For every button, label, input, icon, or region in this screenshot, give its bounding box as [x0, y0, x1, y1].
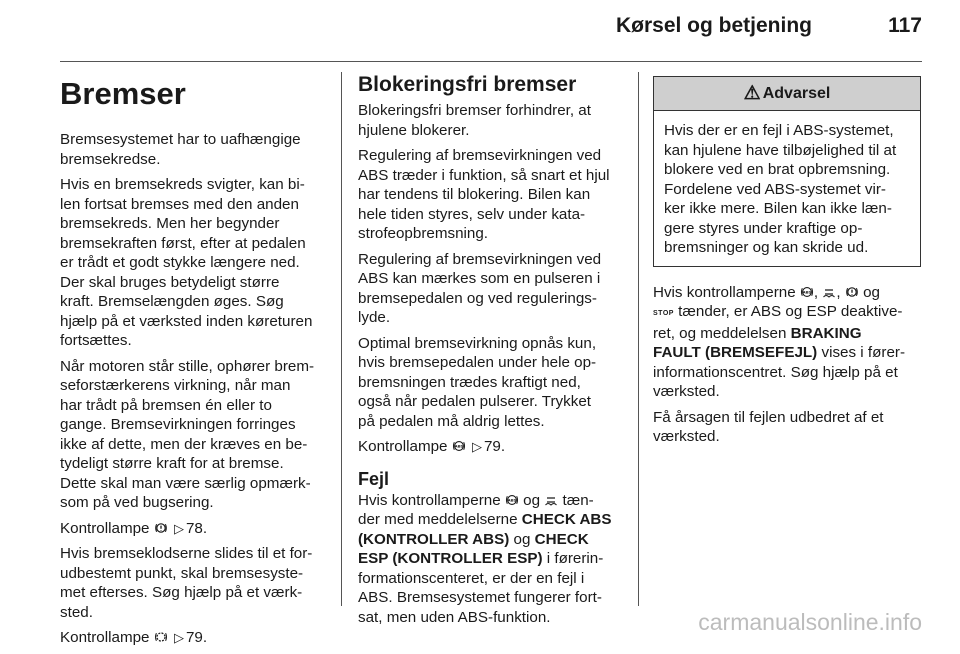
text-line: Hvis kontrollamperne ABS , , og [653, 283, 880, 301]
page-reference[interactable]: 78. [185, 519, 208, 537]
paragraph [60, 130, 326, 169]
page-ref-arrow-icon: ▷ [173, 520, 184, 536]
paragraph [653, 283, 921, 402]
svg-text:ABS: ABS [802, 289, 812, 295]
text-line: kan hjulene have tilbøjelighed til at [664, 141, 897, 159]
text-line: formationscenteret, er der en fejl i [358, 569, 585, 587]
text-line: også når pedalen pulserer. Trykket [358, 393, 592, 410]
paragraph [60, 175, 326, 351]
stop-icon: STOP [653, 310, 674, 317]
text-line: Når motoren står stille, ophører brem- [60, 357, 315, 375]
paragraph [60, 544, 326, 622]
text-line: strofeopbremsning. [358, 225, 489, 242]
text-line: sted. [60, 603, 93, 621]
text-line: blokere ved en brat opbremsning. [664, 161, 891, 178]
header-divider [60, 61, 922, 62]
text-line: bremsekreds. Men her begynder [60, 215, 280, 232]
text-line: hjulene blokerer. [358, 121, 470, 139]
text-line: sat, men uden ABS-funktion. [358, 608, 551, 626]
column-abs [358, 68, 626, 633]
paragraph [653, 408, 921, 447]
column-warning [653, 68, 921, 453]
page-header-title: Kørsel og betjening [615, 14, 812, 37]
text-line: Hvis bremseklodserne slides til et for- [60, 545, 313, 562]
abs-warning-icon [800, 285, 814, 299]
warning-body [654, 111, 920, 266]
esp-skid-icon [544, 493, 558, 507]
text-line: bremsninger og kan skride ud. [664, 239, 869, 256]
paragraph [358, 146, 626, 244]
text-line: Hvis der er en fejl i ABS-systemet, [664, 122, 894, 139]
paragraph [60, 357, 326, 513]
text-line: værksted. [653, 428, 720, 445]
text-line: Bremsesystemet har to uafhængige [60, 131, 301, 148]
abs-warning-icon [505, 493, 519, 507]
text-line: Hvis en bremsekreds svigter, kan bi- [60, 176, 305, 193]
text-line: met efterses. Søg hjælp på et værk- [60, 584, 303, 601]
section-heading-bremser: Bremser [60, 76, 186, 111]
paragraph [358, 491, 626, 628]
text-line: lyde. [358, 309, 391, 326]
warning-title: Advarsel [762, 84, 831, 102]
paragraph [358, 334, 626, 432]
text-line: hele tiden styres, selv under kata- [358, 205, 586, 223]
column-divider [341, 72, 342, 606]
text-line: ABS. Bremsesystemet fungerer fort- [358, 589, 602, 606]
text-line: ABS træder i funktion, så snart et hjul [358, 166, 610, 184]
page-ref-arrow-icon: ▷ [471, 439, 482, 454]
text-line: bremsepedalen og ved regulerings- [358, 289, 597, 307]
text-line: på pedalen må aldrig lettes. [358, 412, 545, 430]
text-line: som på ved bugsering. [60, 494, 214, 511]
text-line: ikke af dette, men der kræves en be- [60, 435, 308, 453]
text-line: FAULT (BREMSEFEJL) vises i fører- [653, 344, 906, 361]
subsection-heading-fejl: Fejl [358, 468, 390, 489]
text-line: gere styres under kraftige op- [664, 219, 863, 237]
text-line: Hvis kontrollamperne ABS og tæn- [358, 491, 594, 509]
text-line: udbestemt punkt, skal bremsesyste- [60, 564, 304, 582]
text-line: gange. Bremsevirkningen forringes [60, 416, 296, 433]
text-line: Få årsagen til fejlen udbedret af et [653, 408, 884, 426]
text-line: len fortsat bremses med den anden [60, 195, 299, 213]
text: Kontrollampe [60, 629, 150, 646]
paragraph [60, 519, 326, 539]
text-line: kraft. Bremselængden øges. Søg [60, 293, 284, 310]
page-reference[interactable]: 79. [185, 629, 208, 646]
text-line: ker ikke mere. Bilen kan ikke læn- [664, 200, 892, 217]
text-line: Der skal bruges betydeligt større [60, 273, 280, 291]
brake-system-warning-icon [154, 521, 168, 535]
text: Kontrollampe [60, 519, 150, 537]
text-line: Optimal bremsevirkning opnås kun, [358, 334, 597, 352]
brake-system-warning-icon [845, 285, 859, 299]
text-line: bremsekredse. [60, 150, 161, 168]
text-line: Regulering af bremsevirkningen ved [358, 250, 602, 268]
paragraph [358, 437, 626, 457]
text-line: hvis bremsepedalen under hele op- [358, 354, 597, 371]
text-line: Dette skal man være særlig opmærk- [60, 474, 311, 492]
text-line: ret, og meddelelsen BRAKING [653, 324, 862, 342]
text-line: bremsekraften først, efter at pedalen [60, 234, 306, 252]
text: Kontrollampe [358, 438, 448, 455]
text-line: STOP tænder, er ABS og ESP deaktive- [653, 303, 903, 320]
paragraph [358, 101, 626, 140]
warning-header [654, 77, 920, 111]
section-heading-abs: Blokeringsfri bremser [358, 73, 577, 96]
text-line: har tendens til blokering. Bilen kan [358, 186, 591, 203]
text-line: seforstærkerens virkning, når man [60, 377, 291, 394]
text-line: har trådt på bremsen én eller to [60, 396, 272, 414]
svg-text:ABS: ABS [507, 497, 517, 503]
text-line: ABS kan mærkes som en pulseren i [358, 270, 601, 287]
abs-warning-icon [452, 439, 466, 453]
text-line: Regulering af bremsevirkningen ved [358, 147, 602, 164]
warning-triangle-icon: ⚠ [743, 82, 761, 104]
svg-text:ABS: ABS [454, 443, 463, 449]
esp-skid-icon [822, 285, 836, 299]
page-number: 117 [888, 14, 922, 37]
text-line: ESP (KONTROLLER ESP) i førerin- [358, 550, 604, 567]
text-line: er trådt et godt stykke længere ned. [60, 254, 300, 271]
text-line: tydeligt større kraft for at bremse. [60, 455, 284, 472]
text-line: (KONTROLLER ABS) og CHECK [358, 530, 589, 548]
text-line: bremsningen trædes kraftigt ned, [358, 373, 581, 391]
text-line: værksted. [653, 383, 720, 400]
page-reference[interactable]: 79. [483, 438, 506, 455]
text-line: hjælp på et værksted inden køreturen [60, 312, 313, 330]
warning-box [653, 76, 921, 267]
watermark: carmanualsonline.info [698, 609, 922, 635]
page-ref-arrow-icon: ▷ [173, 630, 184, 645]
text-line: Fordelene ved ABS-systemet vir- [664, 180, 886, 198]
column-brakes [60, 68, 326, 654]
text-line: der med meddelelserne CHECK ABS [358, 511, 612, 528]
text-line: informationscentret. Søg hjælp på et [653, 363, 898, 381]
text-line: Blokeringsfri bremser forhindrer, at [358, 102, 591, 119]
paragraph [358, 250, 626, 328]
text-line: fortsættes. [60, 332, 132, 349]
paragraph [60, 628, 326, 648]
column-divider [638, 72, 639, 606]
